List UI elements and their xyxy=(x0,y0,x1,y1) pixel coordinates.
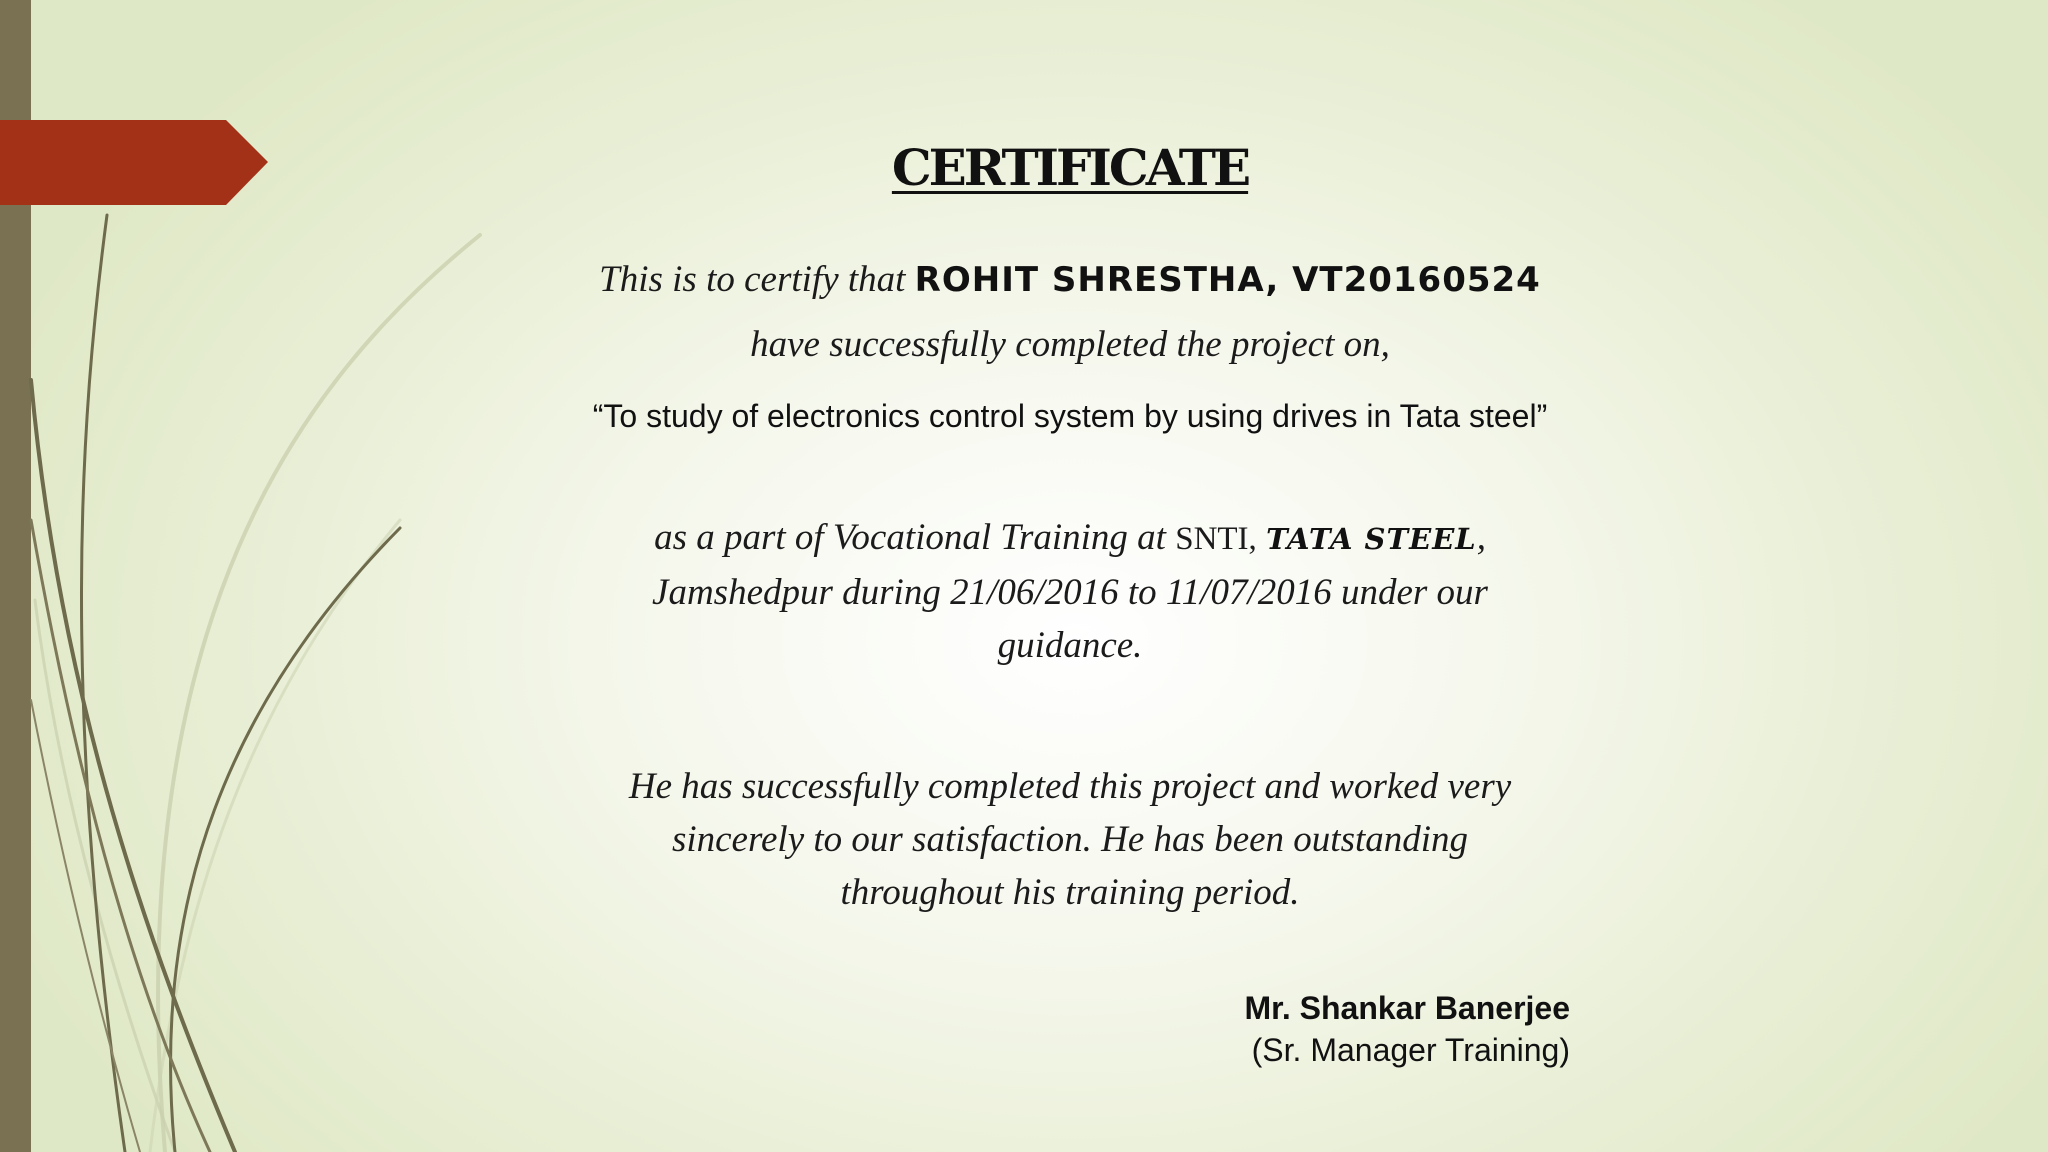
training-details xyxy=(610,511,1530,672)
certificate-content xyxy=(520,0,1620,1152)
certify-prefix: This is to certify that xyxy=(599,259,906,300)
remark-paragraph: He has successfully completed this project and worked very sincerely to our satisfaction. He has been outstanding throughout his training period. xyxy=(628,766,1512,913)
training-period: Jamshedpur during 21/06/2016 to 11/07/2016 under our guidance. xyxy=(652,572,1488,666)
completion-line: have successfully completed the project on, xyxy=(750,324,1390,365)
red-tab-arrow xyxy=(0,120,268,205)
project-title: “To study of electronics control system by using drives in Tata steel” xyxy=(592,398,1548,434)
signatory-name: Mr. Shankar Banerjee xyxy=(1244,990,1570,1026)
certificate-title: CERTIFICATE xyxy=(891,138,1249,197)
signatory-designation: (Sr. Manager Training) xyxy=(1251,1032,1570,1068)
training-institute: SNTI, xyxy=(1175,521,1257,557)
training-text: as a part of Vocational Training at xyxy=(654,517,1166,558)
certify-line xyxy=(520,258,1620,301)
student-name: ROHIT SHRESTHA, VT20160524 xyxy=(914,260,1541,300)
company-name: TATA STEEL xyxy=(1266,522,1477,556)
company-comma: , xyxy=(1476,517,1486,558)
